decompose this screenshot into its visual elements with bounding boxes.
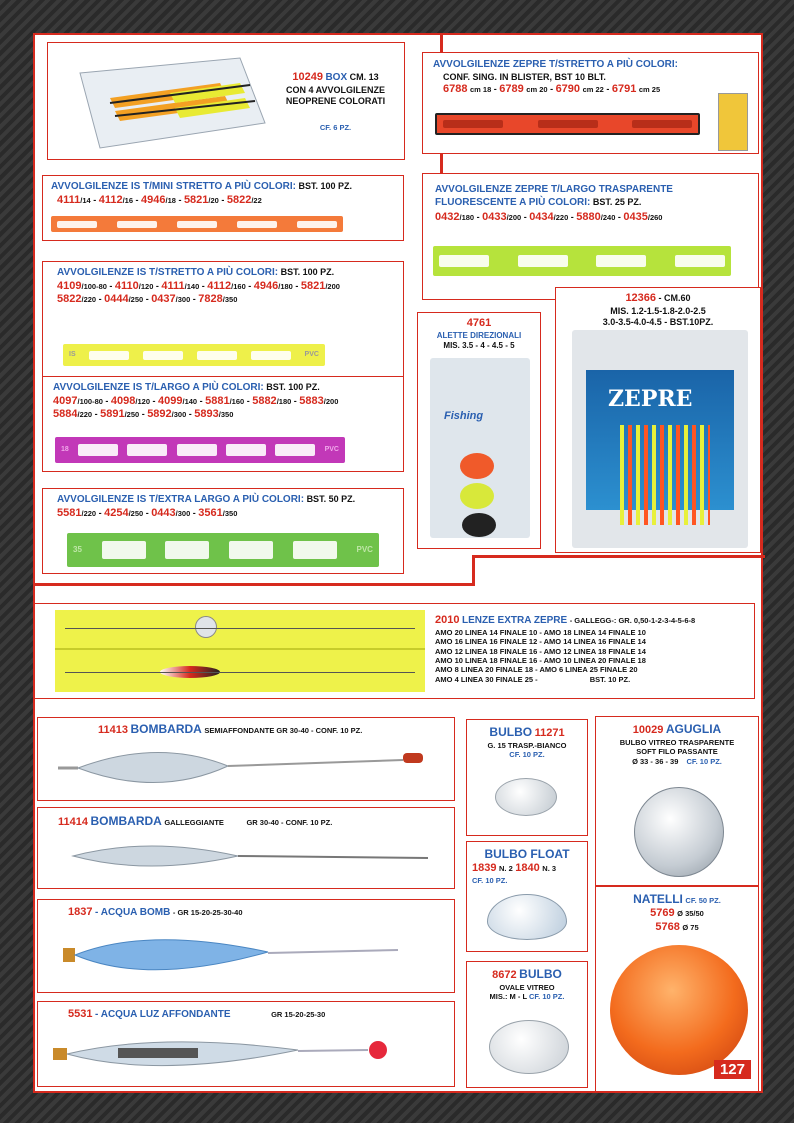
product-10249-box <box>47 42 405 160</box>
product-desc: SEMIAFFONDANTE GR 30-40 - CONF. 10 PZ. <box>204 726 363 735</box>
bulbo-image <box>495 778 557 816</box>
product-desc: GR 30-40 - CONF. 10 PZ. <box>246 818 333 827</box>
bst: BST. 10 PZ. <box>589 674 631 684</box>
product-name: ALETTE DIREZIONALI <box>436 330 522 340</box>
pack-label: ZEPRE <box>608 386 693 412</box>
product-mis: MIS.: M - L <box>489 992 527 1002</box>
size: /250 <box>128 295 144 305</box>
size: /100-80 <box>81 281 107 291</box>
code: 7828 <box>198 293 223 306</box>
code: 5821 <box>300 279 326 292</box>
product-code: 8672 <box>492 969 517 981</box>
code: 5880 <box>576 211 601 223</box>
size: /300 <box>171 410 187 420</box>
product-size: N. 3 <box>542 864 557 873</box>
size: /350 <box>222 508 238 518</box>
product-galleg: - GALLEGG-: GR. 0,50-1-2-3-4-5-6-8 <box>569 616 696 625</box>
product-mis: MIS. 1.2-1.5-1.8-2.0-2.5 <box>610 305 706 316</box>
product-desc: OVALE VITREO <box>499 982 555 992</box>
product-bulbo-float <box>466 841 588 952</box>
product-sub: CONF. SING. IN BLISTER, BST 10 BLT. <box>443 71 606 82</box>
winder-label: 18 <box>61 445 69 453</box>
pack-info: CF. 10 PZ. <box>529 992 565 1002</box>
product-code: 2010 <box>435 614 460 626</box>
code: 0435 <box>623 211 648 223</box>
product-title: FLUORESCENTE A PIÙ COLORI: <box>435 196 591 208</box>
size: /160 <box>231 281 246 291</box>
code: 5822 <box>226 193 252 206</box>
code: 4097 <box>53 394 78 407</box>
product-title: AVVOLGILENZE ZEPRE T/STRETTO A PIÙ COLORI: <box>433 59 679 70</box>
size: cm 18 <box>470 84 492 94</box>
product-size: Ø 75 <box>682 922 699 932</box>
bst: BST. 50 PZ. <box>306 494 356 504</box>
winder-label: 35 <box>73 545 82 554</box>
catalog-page <box>33 33 763 1093</box>
size: /120 <box>135 396 151 406</box>
size: /100-80 <box>77 396 103 406</box>
product-name: BULBO <box>489 725 533 739</box>
size: cm 25 <box>638 84 661 94</box>
product-title: AVVOLGILENZE IS T/MINI STRETTO A PIÙ COLORI: <box>51 181 297 192</box>
size: /180 <box>278 281 293 291</box>
acqua-luz-image <box>48 1024 428 1084</box>
product-is-mini: AVVOLGILENZE IS T/MINI STRETTO A PIÙ COLORI: BST. 100 PZ. 4111/14 - 4112/16 - 4946/18 - 5821/20 - 5822/22 <box>42 175 404 241</box>
size: /220 <box>553 213 569 222</box>
product-11413-bombarda <box>37 717 455 801</box>
code: 5882 <box>252 394 277 407</box>
code: 0433 <box>482 211 507 223</box>
code: 4109 <box>57 279 82 292</box>
product-name: NATELLI <box>633 892 683 906</box>
size: /240 <box>600 213 616 222</box>
product-zepre-stretto <box>422 52 759 154</box>
product-mis: MIS. 3.5 - 4 - 4.5 - 5 <box>443 340 515 350</box>
size: cm 20 <box>526 84 548 94</box>
code: 6790 <box>555 82 581 95</box>
winder-label: PVC <box>356 545 373 554</box>
zepre-pack-image <box>572 330 748 548</box>
product-desc: BULBO VITREO TRASPARENTE <box>619 737 735 747</box>
code: 4254 <box>104 506 129 519</box>
bst: BST. 100 PZ. <box>266 382 320 392</box>
winder-image <box>435 113 700 135</box>
product-size: Ø 35/50 <box>677 909 704 918</box>
winder-label: IS <box>69 350 76 358</box>
product-code: 11413 <box>98 724 128 736</box>
code: 5822 <box>57 293 82 306</box>
product-2010-lenze <box>34 603 755 699</box>
product-code: 10029 <box>632 724 664 736</box>
bulbo-float-image <box>487 894 567 940</box>
pack-info: CF. 10 PZ. <box>686 756 722 766</box>
lenze-line: AMO 8 LINEA 20 FINALE 18 - AMO 6 LINEA 25 FINALE 20 <box>435 665 638 675</box>
size: /20 <box>208 195 219 205</box>
code-list: 6788 cm 18 - 6789 cm 20 - 6790 cm 22 - 6791 cm 25 <box>443 82 661 95</box>
product-desc: GR 15-20-25-30 <box>271 1010 326 1019</box>
code: 0444 <box>104 293 129 306</box>
page-number: 127 <box>714 1060 751 1079</box>
code: 0434 <box>529 211 554 223</box>
size: /18 <box>165 195 176 205</box>
lenze-image <box>55 610 425 692</box>
product-title: AVVOLGILENZE IS T/STRETTO A PIÙ COLORI: <box>57 267 279 278</box>
product-code: 10249 <box>292 71 323 83</box>
product-size: N. 2 <box>499 864 513 873</box>
blister-image <box>718 93 748 151</box>
code: 6788 <box>443 82 468 95</box>
product-12366-zepre <box>555 287 761 553</box>
separator-line <box>472 555 765 558</box>
code: 5891 <box>100 408 125 421</box>
product-code: 5769 <box>650 907 675 919</box>
product-name: - ACQUA LUZ AFFONDANTE <box>95 1009 231 1020</box>
product-desc: GALLEGGIANTE <box>164 818 224 827</box>
code: 4098 <box>110 394 136 407</box>
size: /200 <box>323 396 339 406</box>
product-title: AVVOLGILENZE IS T/LARGO A PIÙ COLORI: <box>53 382 264 393</box>
product-title: AVVOLGILENZE IS T/EXTRA LARGO A PIÙ COLORI: <box>57 494 305 505</box>
product-name: BULBO <box>519 967 562 981</box>
product-is-extra: AVVOLGILENZE IS T/EXTRA LARGO A PIÙ COLORI: BST. 50 PZ. 5581/220 - 4254/250 - 0443/300 - 3561/350 35 PVC <box>42 488 404 574</box>
size: /220 <box>81 295 97 305</box>
product-code: 11414 <box>58 816 88 828</box>
bombarda-image <box>68 836 448 882</box>
size: /220 <box>77 410 93 420</box>
product-desc: Ø 33 - 36 - 39 <box>632 756 679 766</box>
size: /120 <box>138 281 154 291</box>
product-11271-bulbo <box>466 719 588 836</box>
code: 4099 <box>158 394 183 407</box>
product-code: 1837 <box>68 906 93 918</box>
code: 4112 <box>98 193 123 206</box>
size: /160 <box>229 396 245 406</box>
code: 5881 <box>205 394 230 407</box>
winder-image <box>433 246 731 276</box>
bst: BST. 100 PZ. <box>280 267 335 277</box>
product-desc-line: CON 4 AVVOLGILENZE <box>285 84 385 95</box>
code: 4112 <box>207 279 232 292</box>
product-11414-bombarda <box>37 807 455 889</box>
product-name: BOMBARDA <box>130 722 202 736</box>
product-code: 4761 <box>466 317 492 329</box>
size: /22 <box>251 195 262 205</box>
natelli-image <box>610 945 748 1075</box>
product-is-stretto: AVVOLGILENZE IS T/STRETTO A PIÙ COLORI: BST. 100 PZ. 4109/100-80 - 4110/120 - 4111/140 - 4112/160 - 4946/180 - 5821/200 5822/220 - 0444/250 - 0437/300 - 7828/350 IS PVC <box>42 261 404 379</box>
code: 4946 <box>141 193 166 206</box>
size: /220 <box>81 508 97 518</box>
bulbo-vitreo-image <box>489 1020 569 1074</box>
code: 4111 <box>161 279 185 292</box>
code: 5884 <box>53 408 78 421</box>
lenze-line: AMO 4 LINEA 30 FINALE 25 - <box>435 674 538 684</box>
product-code: 5768 <box>655 920 680 933</box>
product-code: 12366 <box>625 292 657 304</box>
size: /250 <box>128 508 144 518</box>
size: /180 <box>459 213 475 222</box>
product-name: LENZE EXTRA ZEPRE <box>462 615 568 626</box>
code: 5883 <box>299 394 324 407</box>
winder-label: PVC <box>304 350 319 358</box>
size: /300 <box>175 295 191 305</box>
code: 4111 <box>57 193 81 206</box>
product-mis: 3.0-3.5-4.0-4.5 - BST.10PZ. <box>602 317 714 327</box>
product-is-largo: AVVOLGILENZE IS T/LARGO A PIÙ COLORI: BST. 100 PZ. 4097/100-80 - 4098/120 - 4099/140 - 5881/160 - 5882/180 - 5883/200 5884/220 - 5891/250 - 5892/300 - 5893/350 18 PVC <box>42 376 404 472</box>
winder-image <box>67 533 379 567</box>
product-10029-aguglia <box>595 716 759 886</box>
code: 5581 <box>57 506 82 519</box>
code: 6791 <box>611 82 637 95</box>
winder-image <box>55 437 345 463</box>
product-5531-acqua-luz <box>37 1001 455 1087</box>
product-size: - CM.60 <box>658 293 691 303</box>
size: /140 <box>184 281 200 291</box>
pack-info: CF. 50 PZ. <box>685 896 721 905</box>
size: /260 <box>647 213 663 222</box>
pack-info: CF. 6 PZ. <box>319 123 352 133</box>
product-desc-line: NEOPRENE COLORATI <box>285 96 386 106</box>
winder-image <box>63 344 325 366</box>
size: /16 <box>122 195 134 205</box>
product-size: CM. 13 <box>349 72 379 82</box>
size: /350 <box>218 410 234 420</box>
product-name: AGUGLIA <box>665 722 722 736</box>
lenze-line: AMO 12 LINEA 18 FINALE 16 - AMO 12 LINEA 18 FINALE 14 <box>435 646 646 656</box>
size: /200 <box>506 213 522 222</box>
lenze-line: AMO 10 LINEA 18 FINALE 16 - AMO 10 LINEA 20 FINALE 18 <box>435 655 646 665</box>
code: 5821 <box>183 193 209 206</box>
pack-info: CF. 10 PZ. <box>472 875 508 885</box>
product-code: 1840 <box>515 862 540 874</box>
product-zepre-largo: AVVOLGILENZE ZEPRE T/LARGO TRASPARENTE FLUORESCENTE A PIÙ COLORI: BST. 25 PZ. 0432/180 - 0433/200 - 0434/220 - 5880/240 - 0435/260 <box>422 173 759 300</box>
size: /140 <box>182 396 198 406</box>
pack-label: Fishing <box>444 410 484 422</box>
product-code: 1839 <box>472 862 497 874</box>
lenze-line: AMO 16 LINEA 16 FINALE 12 - AMO 14 LINEA 16 FINALE 14 <box>435 637 646 647</box>
acqua-bomb-image <box>58 926 438 986</box>
product-code: 11271 <box>534 727 565 739</box>
code: 4110 <box>114 279 139 292</box>
product-8672-bulbo <box>466 961 588 1088</box>
separator-line <box>35 583 475 586</box>
code: 6789 <box>499 82 524 95</box>
lenze-line: AMO 20 LINEA 14 FINALE 10 - AMO 18 LINEA 14 FINALE 10 <box>435 627 646 637</box>
size: /14 <box>80 195 91 205</box>
size: /180 <box>276 396 292 406</box>
product-name: BOMBARDA <box>90 814 162 828</box>
size: /200 <box>325 281 340 291</box>
code: 0437 <box>151 293 176 306</box>
product-name: - ACQUA BOMB <box>95 907 171 918</box>
product-1837-acqua-bomb <box>37 899 455 993</box>
winder-label: PVC <box>324 445 339 453</box>
bombarda-image <box>58 738 448 798</box>
code: 0443 <box>151 506 176 519</box>
code: 5893 <box>194 408 219 421</box>
product-name: BULBO FLOAT <box>484 847 570 861</box>
winder-image <box>51 216 343 232</box>
product-4761-alette <box>417 312 541 549</box>
bst: BST. 100 PZ. <box>298 181 353 191</box>
size: cm 22 <box>582 84 604 94</box>
size: /300 <box>175 508 191 518</box>
size: /350 <box>222 295 238 305</box>
code: 5892 <box>147 408 172 421</box>
product-desc: SOFT FILO PASSANTE <box>636 747 718 757</box>
size: /250 <box>124 410 140 420</box>
box-image <box>70 53 270 153</box>
alette-pack-image <box>430 358 530 538</box>
product-desc: G. 15 TRASP.-BIANCO <box>487 740 567 750</box>
bst: BST. 25 PZ. <box>592 196 642 207</box>
product-desc: - GR 15-20-25-30-40 <box>172 908 243 917</box>
product-code: 5531 <box>68 1008 93 1020</box>
product-title: AVVOLGILENZE ZEPRE T/LARGO TRASPARENTE <box>435 184 673 195</box>
pack-info: CF. 10 PZ. <box>509 750 545 760</box>
code: 0432 <box>435 211 460 223</box>
aguglia-image <box>634 787 724 877</box>
code: 4946 <box>253 279 279 292</box>
product-name: BOX <box>325 72 348 83</box>
separator-line <box>472 555 475 585</box>
code: 3561 <box>198 506 223 519</box>
